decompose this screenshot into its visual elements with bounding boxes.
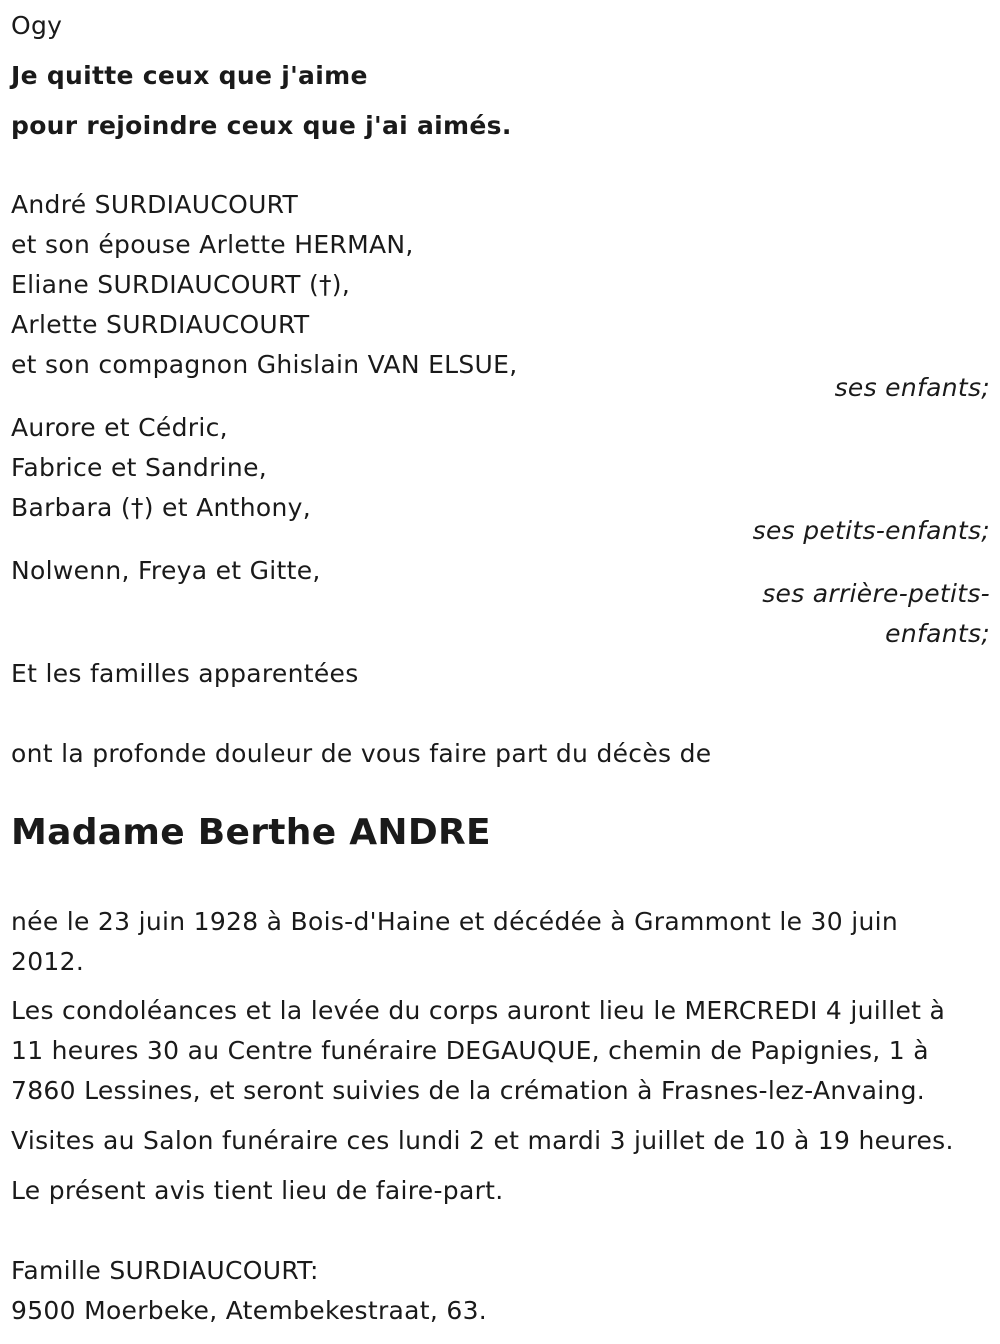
contact-line-2: 9500 Moerbeke, Atembekestraat, 63. (11, 1296, 488, 1325)
families-text: Et les familles apparentées (11, 659, 359, 688)
children-line-5: et son compagnon Ghislain VAN ELSUE, (11, 350, 518, 379)
children-line-3: Eliane SURDIAUCOURT (†), (11, 270, 351, 299)
ceremony-line-1: Les condoléances et la levée du corps auront lieu le MERCREDI 4 juillet à (11, 996, 946, 1025)
notice-text: Le présent avis tient lieu de faire-part. (11, 1176, 504, 1205)
announcement-text: ont la profonde douleur de vous faire part du décès de (11, 739, 712, 768)
great-grandchildren-label-2: enfants; (885, 619, 990, 648)
verse-line-2: pour rejoindre ceux que j'ai aimés. (11, 111, 512, 140)
birth-death-line-1: née le 23 juin 1928 à Bois-d'Haine et décédée à Grammont le 30 juin (11, 907, 898, 936)
location-text: Ogy (11, 11, 63, 40)
verse-line-1: Je quitte ceux que j'aime (11, 61, 368, 90)
grandchildren-line-3: Barbara (†) et Anthony, (11, 493, 311, 522)
grandchildren-line-2: Fabrice et Sandrine, (11, 453, 267, 482)
children-label: ses enfants; (834, 373, 990, 402)
grandchildren-line-1: Aurore et Cédric, (11, 413, 228, 442)
ceremony-line-2: 11 heures 30 au Centre funéraire DEGAUQUE, chemin de Papignies, 1 à (11, 1036, 929, 1065)
deceased-name: Madame Berthe ANDRE (11, 812, 491, 853)
visits-text: Visites au Salon funéraire ces lundi 2 et mardi 3 juillet de 10 à 19 heures. (11, 1126, 954, 1155)
children-line-2: et son épouse Arlette HERMAN, (11, 230, 414, 259)
birth-death-line-2: 2012. (11, 947, 85, 976)
great-grandchildren-label-1: ses arrière-petits- (762, 579, 990, 608)
contact-line-1: Famille SURDIAUCOURT: (11, 1256, 319, 1285)
children-line-1: André SURDIAUCOURT (11, 190, 299, 219)
ceremony-line-3: 7860 Lessines, et seront suivies de la crémation à Frasnes-lez-Anvaing. (11, 1076, 926, 1105)
children-line-4: Arlette SURDIAUCOURT (11, 310, 310, 339)
great-grandchildren-line-1: Nolwenn, Freya et Gitte, (11, 556, 321, 585)
grandchildren-label: ses petits-enfants; (752, 516, 990, 545)
